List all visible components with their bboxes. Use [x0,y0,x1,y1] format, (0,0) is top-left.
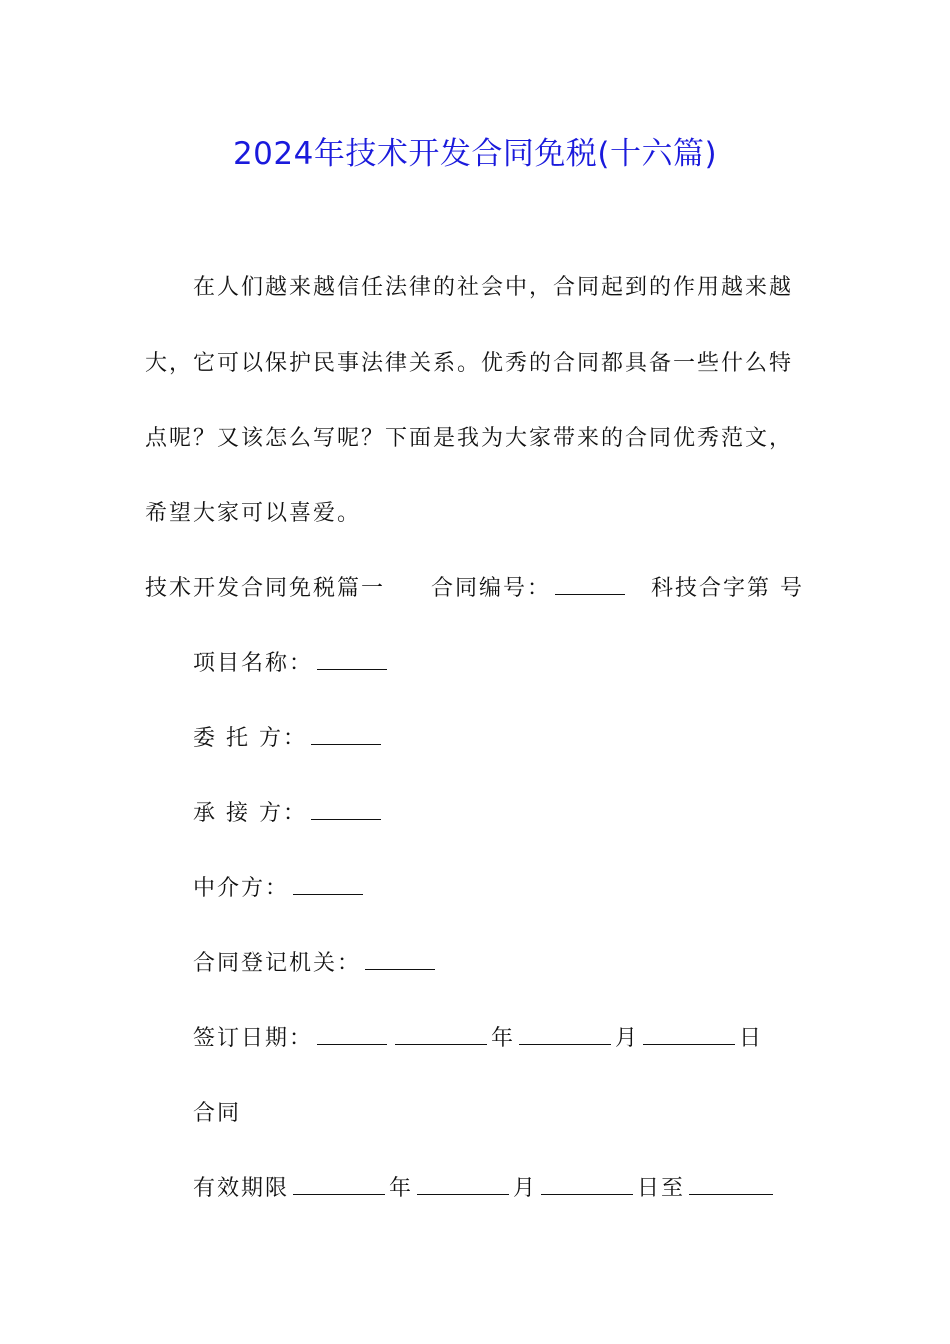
contract-no-suffix: 科技合字第 号 [651,576,805,601]
intro-line-3: 点呢？又该怎么写呢？下面是我为大家带来的合同优秀范文， [145,426,794,451]
validity-year-label: 年 [389,1176,414,1201]
sign-day-blank [643,1026,735,1045]
client-row [193,721,385,752]
validity-day-to-label: 日至 [637,1176,686,1201]
intro-line-1: 在人们越来越信任法律的社会中，合同起到的作用越来越 [193,275,794,300]
contract-label: 合同 [193,1101,242,1126]
intermediary-blank [293,876,363,895]
validity-year-blank [293,1176,385,1195]
project-name-blank [317,651,387,670]
intermediary-label: 中介方： [193,876,290,901]
contractor-label: 承 接 方： [193,801,307,826]
sign-year-blank [395,1026,487,1045]
validity-day-blank [541,1176,633,1195]
sign-year-label: 年 [491,1026,516,1051]
sign-date-label: 签订日期： [193,1026,314,1051]
validity-row [193,1171,777,1202]
registry-row [193,946,439,977]
sign-date-row [193,1021,763,1052]
validity-month-blank [417,1176,509,1195]
section-heading: 技术开发合同免税篇一 [145,576,386,601]
contract-no-label: 合同编号： [431,576,552,601]
sign-day-label: 日 [739,1026,764,1051]
project-name-row [193,646,391,677]
contractor-blank [311,801,381,820]
sign-month-label: 月 [615,1026,640,1051]
intermediary-row [193,871,367,902]
contractor-row [193,796,385,827]
sign-date-blank [317,1026,387,1045]
registry-label: 合同登记机关： [193,951,362,976]
sign-month-blank [519,1026,611,1045]
contract-no-blank [555,576,625,595]
validity-end-blank [689,1176,773,1195]
validity-month-label: 月 [513,1176,538,1201]
intro-line-4: 希望大家可以喜爱。 [145,501,362,526]
section-heading-row [145,571,804,602]
project-name-label: 项目名称： [193,651,314,676]
validity-label: 有效期限 [193,1176,290,1201]
client-blank [311,726,381,745]
contract-row [193,1096,241,1127]
registry-blank [365,951,435,970]
client-label: 委 托 方： [193,726,307,751]
intro-line-2: 大，它可以保护民事法律关系。优秀的合同都具备一些什么特 [145,351,794,376]
document-title: 2024年技术开发合同免税(十六篇) [232,136,718,172]
